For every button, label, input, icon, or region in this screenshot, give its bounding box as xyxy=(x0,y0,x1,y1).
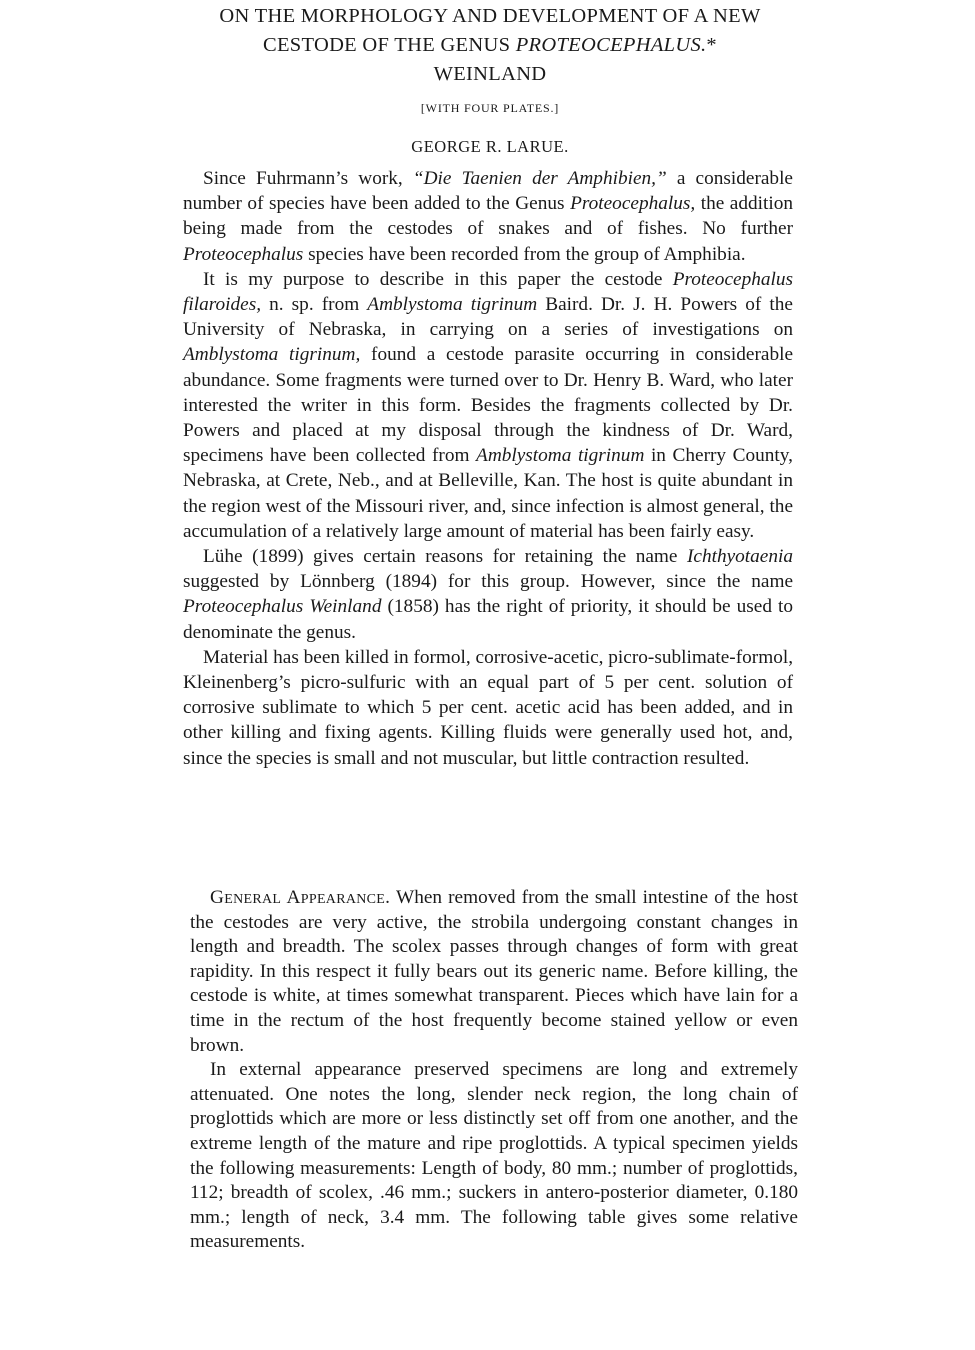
paper-title xyxy=(180,2,800,89)
body-text-section-2 xyxy=(190,886,798,1255)
section-heading: General Appearance. xyxy=(210,887,391,908)
author-name: GEORGE R. LARUE. xyxy=(411,137,569,156)
genus-name: PROTEOCEPHALUS. xyxy=(515,34,707,56)
paragraph-methods: Material has been killed in formol, corrosive-acetic, picro-sublimate-formol, Kleinenberg’s picro-sulfuric with an equal part of 5 per cent. solution of corrosive sublimate to which 5 per cent. acetic acid has been added, and in other killing and fixing agents. Killing fluids were generally used hot, and, since the species is small and not muscular, but little contraction resulted. xyxy=(183,646,794,769)
footnote-marker: * xyxy=(706,34,717,56)
body-text-section-1 xyxy=(183,166,793,771)
title-line-3: WEINLAND xyxy=(433,63,547,85)
paragraph-purpose: It is my purpose to describe in this paper the cestode Proteocephalus filaroides, n. sp. from Amblystoma tigrinum Baird. Dr. J. H. Powers of the University of Nebraska, in carrying on a series of investigations on Amblystoma tigrinum, found a cestode parasite occurring in considerable abundance. Some fragments were turned over to Dr. Henry B. Ward, who later interested the writer in this form. Besides the fragments collected by Dr. Powers and placed at my disposal through the kindness of Dr. Ward, specimens have been collected from Amblystoma tigrinum in Cherry County, Nebraska, at Crete, Neb., and at Belleville, Kan. The host is quite abundant in the region west of the Missouri river, and, since infection is almost general, the accumulation of a relatively large amount of material has been fairly easy. xyxy=(183,268,793,542)
paragraph-external-appearance: In external appearance preserved specimens are long and extremely attenuated. One notes the long, slender neck region, the long chain of proglottids which are more or less distinctly set off from one another, and the extreme length of the mature and ripe proglottids. A typical specimen yields the following measurements: Length of body, 80 mm.; number of proglottids, 112; breadth of scolex, .46 mm.; suckers in antero-posterior diameter, 0.180 mm.; length of neck, 3.4 mm. The following table gives some relative measurements. xyxy=(190,1059,798,1253)
title-line-1: ON THE MORPHOLOGY AND DEVELOPMENT OF A NEW xyxy=(219,5,761,27)
paragraph-nomenclature: Lühe (1899) gives certain reasons for retaining the name Ichthyotaenia suggested by Lönnberg (1894) for this group. However, since the name Proteocephalus Weinland (1858) has the right of priority, it should be used to denominate the genus. xyxy=(183,546,794,643)
paragraph-general-appearance: General Appearance. When removed from the small intestine of the host the cestodes are very active, the strobila undergoing constant changes in length and breadth. The scolex passes through changes of form with great rapidity. In this respect it fully bears out its generic name. Before killing, the cestode is white, at times somewhat transparent. Pieces which have lain for a time in the rectum of the host frequently become stained yellow or even brown. xyxy=(190,887,798,1056)
title-line-2 xyxy=(180,31,800,60)
paragraph-introduction: Since Fuhrmann’s work, “Die Taenien der Amphibien,” a considerable number of species have been added to the Genus Proteocephalus, the addition being made from the cestodes of snakes and of fishes. No further Proteocephalus species have been recorded from the group of Amphibia. xyxy=(183,168,793,265)
plates-note: [WITH FOUR PLATES.] xyxy=(420,101,560,115)
title-line-2-text: CESTODE OF THE GENUS xyxy=(263,34,516,56)
